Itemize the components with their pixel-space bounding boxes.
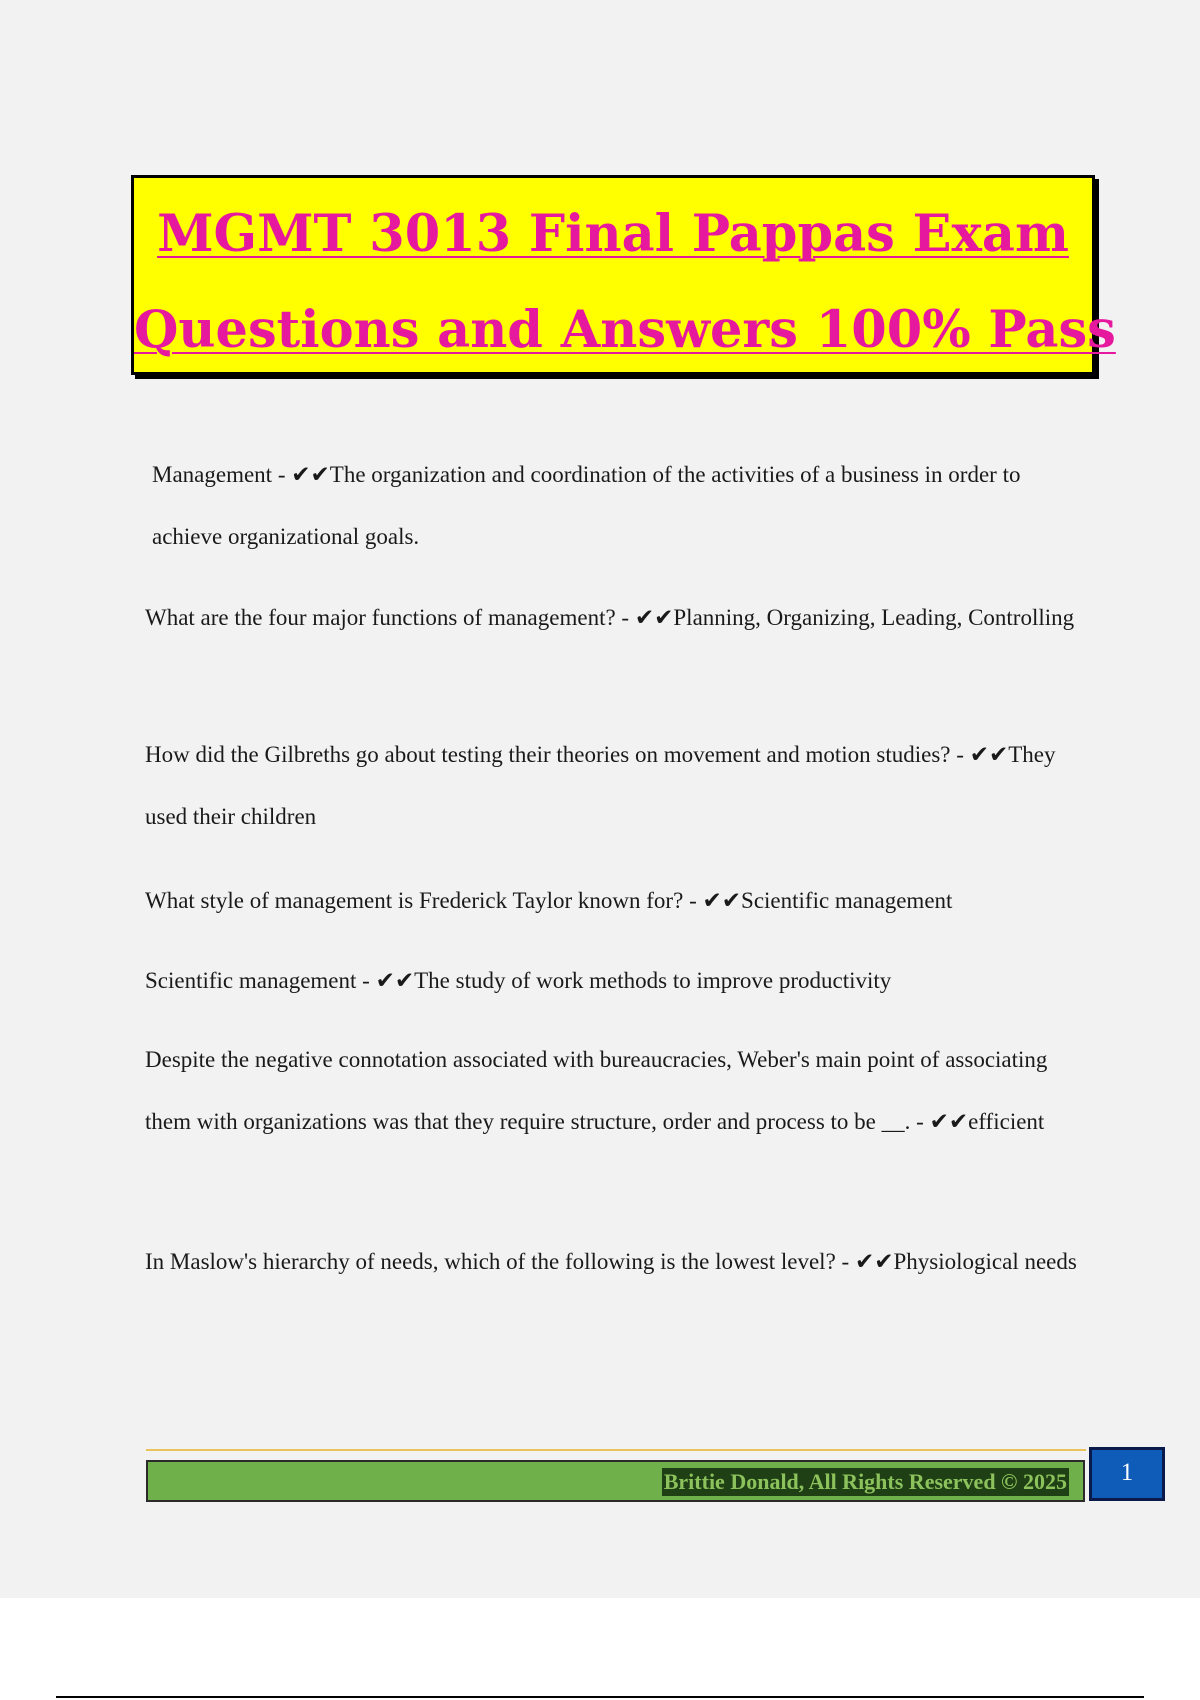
qa-question: Management (152, 462, 273, 487)
check-marks-icon: ✔✔ (969, 742, 1009, 767)
qa-item: What style of management is Frederick Taylor known for? - ✔✔Scientific management (145, 888, 953, 913)
qa-answer: Physiological needs (893, 1249, 1077, 1274)
check-marks-icon: ✔✔ (702, 888, 742, 913)
qa-answer: The study of work methods to improve productivity (414, 968, 892, 993)
footer-bar (146, 1460, 1085, 1502)
qa-item: Scientific management - ✔✔The study of work methods to improve productivity (145, 968, 892, 993)
qa-item: Despite the negative connotation associated with bureaucracies, Weber's main point of associating them with organizations was that they require structure, order and process to be __. - ✔✔efficient (145, 1047, 1048, 1134)
title-box (131, 175, 1116, 375)
qa-answer: The organization and coordination of the activities of a business in order to achieve organizational goals. (152, 462, 1021, 549)
qa-question: In Maslow's hierarchy of needs, which of the following is the lowest level? (145, 1249, 836, 1274)
qa-item: How did the Gilbreths go about testing their theories on movement and motion studies? - ✔✔They used their children (145, 742, 1056, 829)
qa-question: Scientific management (145, 968, 357, 993)
qa-question: How did the Gilbreths go about testing their theories on movement and motion studies? (145, 742, 951, 767)
check-marks-icon: ✔✔ (375, 968, 415, 993)
footer-divider (146, 1449, 1086, 1451)
qa-question: What are the four major functions of management? (145, 605, 616, 630)
qa-answer: They used their children (145, 742, 1056, 829)
qa-question: Despite the negative connotation associated with bureaucracies, Weber's main point of associating them with organizations was that they require structure, order and process to be __. (145, 1047, 1048, 1134)
title-line-1: MGMT 3013 Final Pappas Exam (157, 204, 1069, 264)
page-bottom-divider (56, 1696, 1144, 1698)
page-number-badge: 1 (1089, 1447, 1165, 1501)
title-line-2: Questions and Answers 100% Pass (134, 300, 1116, 360)
qa-item: In Maslow's hierarchy of needs, which of the following is the lowest level? - ✔✔Physiological needs (145, 1249, 1077, 1274)
check-marks-icon: ✔✔ (929, 1109, 969, 1134)
qa-item: Management - ✔✔The organization and coordination of the activities of a business in order to achieve organizational goals. (152, 462, 1021, 549)
qa-question: What style of management is Frederick Taylor known for? (145, 888, 684, 913)
check-marks-icon: ✔✔ (291, 462, 330, 487)
check-marks-icon: ✔✔ (854, 1249, 894, 1274)
qa-item: What are the four major functions of management? - ✔✔Planning, Organizing, Leading, Controlling (145, 605, 1075, 630)
qa-answer: efficient (968, 1109, 1045, 1134)
check-marks-icon: ✔✔ (634, 605, 674, 630)
qa-answer: Planning, Organizing, Leading, Controlling (673, 605, 1075, 630)
copyright-text: Brittie Donald, All Rights Reserved © 2025 (663, 1469, 1067, 1494)
qa-answer: Scientific management (741, 888, 953, 913)
